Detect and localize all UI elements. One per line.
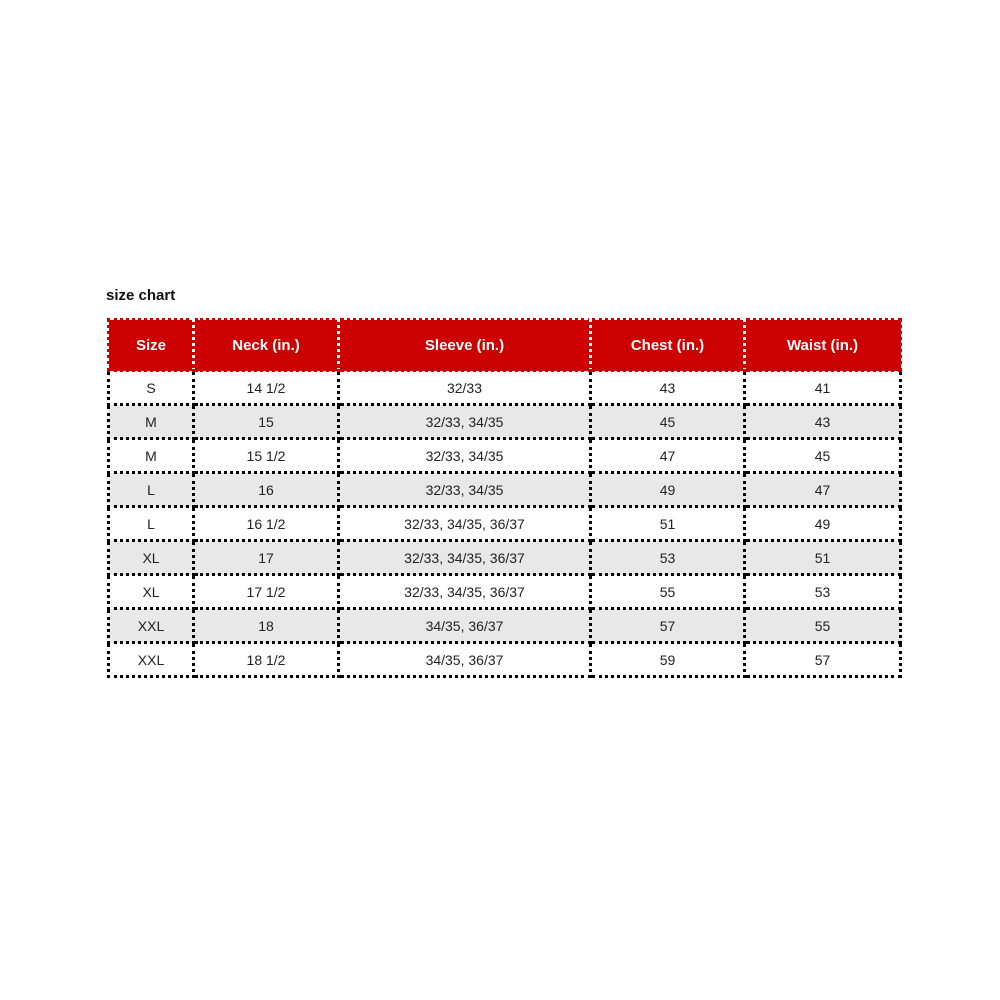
header-waist: Waist (in.) — [745, 320, 901, 371]
cell-chest: 43 — [591, 371, 745, 405]
header-row — [109, 320, 901, 371]
cell-waist: 47 — [745, 473, 901, 507]
cell-chest: 47 — [591, 439, 745, 473]
cell-chest: 53 — [591, 541, 745, 575]
cell-waist: 43 — [745, 405, 901, 439]
cell-waist: 57 — [745, 643, 901, 677]
cell-size: XXL — [109, 609, 194, 643]
cell-chest: 59 — [591, 643, 745, 677]
cell-chest: 49 — [591, 473, 745, 507]
cell-size: M — [109, 439, 194, 473]
cell-neck: 14 1/2 — [194, 371, 339, 405]
table-row — [109, 405, 901, 439]
cell-chest: 45 — [591, 405, 745, 439]
cell-waist: 49 — [745, 507, 901, 541]
cell-chest: 51 — [591, 507, 745, 541]
header-neck: Neck (in.) — [194, 320, 339, 371]
cell-neck: 17 — [194, 541, 339, 575]
cell-sleeve: 32/33 — [339, 371, 591, 405]
header-sleeve: Sleeve (in.) — [339, 320, 591, 371]
cell-neck: 15 — [194, 405, 339, 439]
cell-neck: 17 1/2 — [194, 575, 339, 609]
cell-sleeve: 32/33, 34/35 — [339, 439, 591, 473]
cell-waist: 55 — [745, 609, 901, 643]
cell-size: XL — [109, 575, 194, 609]
table-row — [109, 609, 901, 643]
cell-neck: 16 1/2 — [194, 507, 339, 541]
cell-size: L — [109, 473, 194, 507]
table-row — [109, 371, 901, 405]
table-row — [109, 507, 901, 541]
cell-sleeve: 34/35, 36/37 — [339, 609, 591, 643]
table-row — [109, 541, 901, 575]
cell-sleeve: 32/33, 34/35, 36/37 — [339, 575, 591, 609]
table-row — [109, 473, 901, 507]
cell-waist: 51 — [745, 541, 901, 575]
cell-size: XL — [109, 541, 194, 575]
header-chest: Chest (in.) — [591, 320, 745, 371]
cell-sleeve: 32/33, 34/35, 36/37 — [339, 541, 591, 575]
cell-chest: 55 — [591, 575, 745, 609]
cell-chest: 57 — [591, 609, 745, 643]
cell-sleeve: 34/35, 36/37 — [339, 643, 591, 677]
cell-waist: 45 — [745, 439, 901, 473]
cell-waist: 41 — [745, 371, 901, 405]
cell-sleeve: 32/33, 34/35, 36/37 — [339, 507, 591, 541]
cell-sleeve: 32/33, 34/35 — [339, 405, 591, 439]
cell-neck: 18 1/2 — [194, 643, 339, 677]
cell-neck: 16 — [194, 473, 339, 507]
size-chart-table — [107, 318, 902, 678]
table-header — [109, 320, 901, 371]
cell-neck: 15 1/2 — [194, 439, 339, 473]
cell-size: M — [109, 405, 194, 439]
table-row — [109, 643, 901, 677]
cell-waist: 53 — [745, 575, 901, 609]
size-chart-title: size chart — [106, 287, 176, 304]
cell-size: S — [109, 371, 194, 405]
table-row — [109, 575, 901, 609]
cell-neck: 18 — [194, 609, 339, 643]
cell-size: XXL — [109, 643, 194, 677]
cell-sleeve: 32/33, 34/35 — [339, 473, 591, 507]
cell-size: L — [109, 507, 194, 541]
header-size: Size — [109, 320, 194, 371]
table-row — [109, 439, 901, 473]
table-body — [109, 371, 901, 677]
